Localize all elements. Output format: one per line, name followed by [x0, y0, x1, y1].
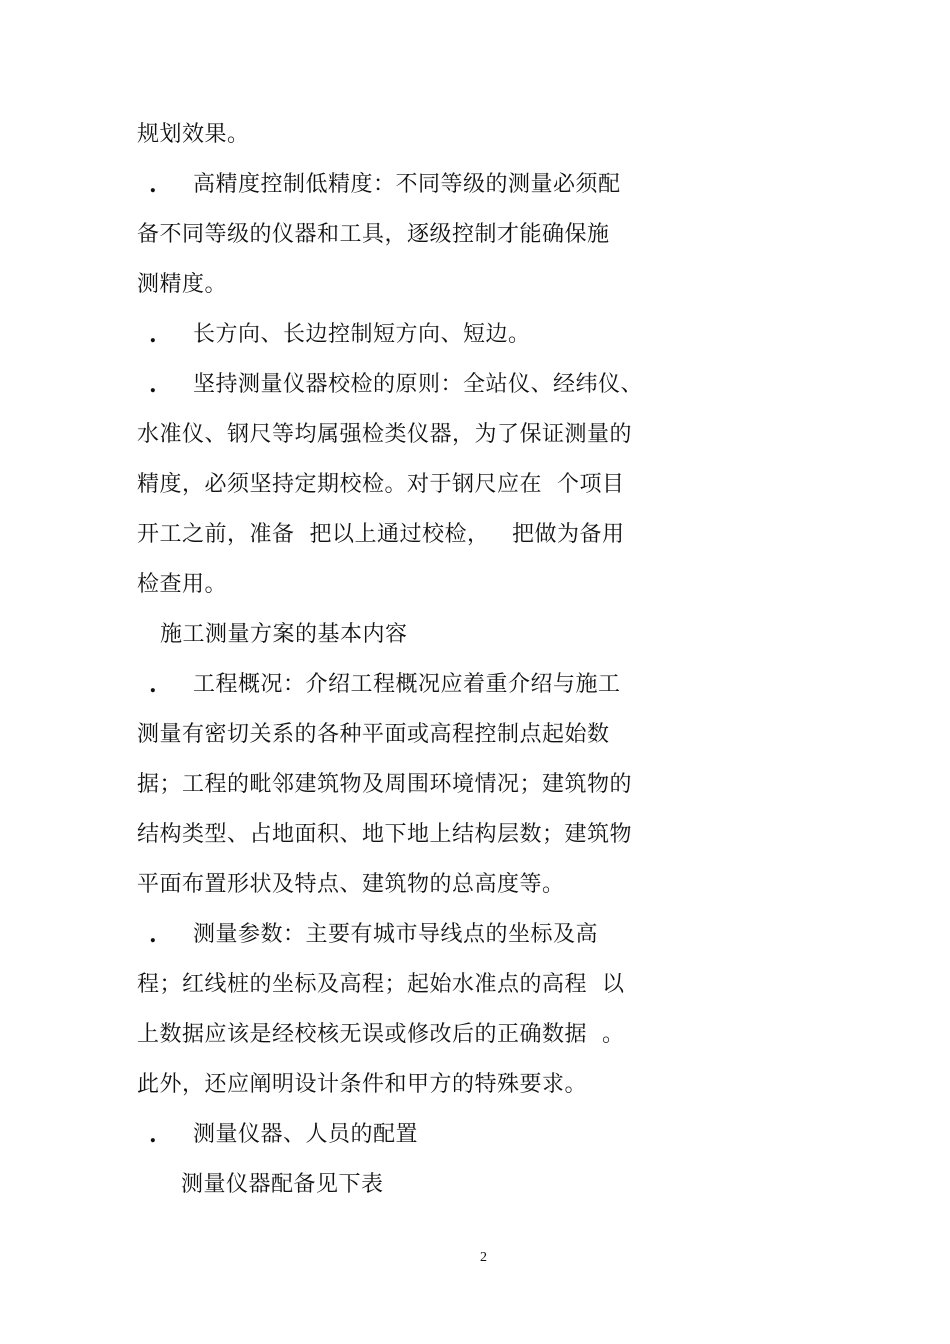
text-line-19: 上数据应该是经校核无误或修改后的正确数据 。	[137, 1022, 625, 1047]
text-line-9: 开工之前，准备 把以上通过校检， 把做为备用	[137, 522, 625, 547]
text-line-15: 结构类型、占地面积、地下地上结构层数；建筑物	[137, 822, 633, 847]
text-line-16: 平面布置形状及特点、建筑物的总高度等。	[137, 872, 565, 897]
bullet-marker: .	[149, 172, 157, 198]
text-line-6: 坚持测量仪器校检的原则：全站仪、经纬仪、	[193, 372, 644, 397]
text-line-8: 精度，必须坚持定期校检。对于钢尺应在 个项目	[137, 472, 625, 497]
text-line-3: 备不同等级的仪器和工具，逐级控制才能确保施	[137, 222, 610, 247]
text-line-14: 据；工程的毗邻建筑物及周围环境情况；建筑物的	[137, 772, 633, 797]
text-line-4: 测精度。	[137, 272, 228, 297]
text-line-5: 长方向、长边控制短方向、短边。	[193, 322, 531, 347]
text-line-13: 测量有密切关系的各种平面或高程控制点起始数	[137, 722, 610, 747]
text-line-7: 水准仪、钢尺等均属强检类仪器，为了保证测量的	[137, 422, 633, 447]
text-line-20: 此外，还应阐明设计条件和甲方的特殊要求。	[137, 1072, 588, 1097]
text-line-17: 测量参数：主要有城市导线点的坐标及高	[193, 922, 599, 947]
text-line-18: 程；红线桩的坐标及高程；起始水准点的高程 以	[137, 972, 625, 997]
text-line-21: 测量仪器、人员的配置	[193, 1122, 419, 1147]
page-number: 2	[480, 1250, 487, 1265]
text-line-2: 高精度控制低精度：不同等级的测量必须配	[193, 172, 621, 197]
text-line-22: 测量仪器配备见下表	[181, 1172, 384, 1197]
text-line-1: 规划效果。	[137, 122, 250, 147]
bullet-marker: .	[149, 322, 157, 348]
section-heading: 施工测量方案的基本内容	[160, 622, 408, 647]
bullet-marker: .	[149, 1122, 157, 1148]
bullet-marker: .	[149, 922, 157, 948]
text-line-12: 工程概况：介绍工程概况应着重介绍与施工	[193, 672, 621, 697]
bullet-marker: .	[149, 372, 157, 398]
bullet-marker: .	[149, 672, 157, 698]
text-line-10: 检查用。	[137, 572, 228, 597]
